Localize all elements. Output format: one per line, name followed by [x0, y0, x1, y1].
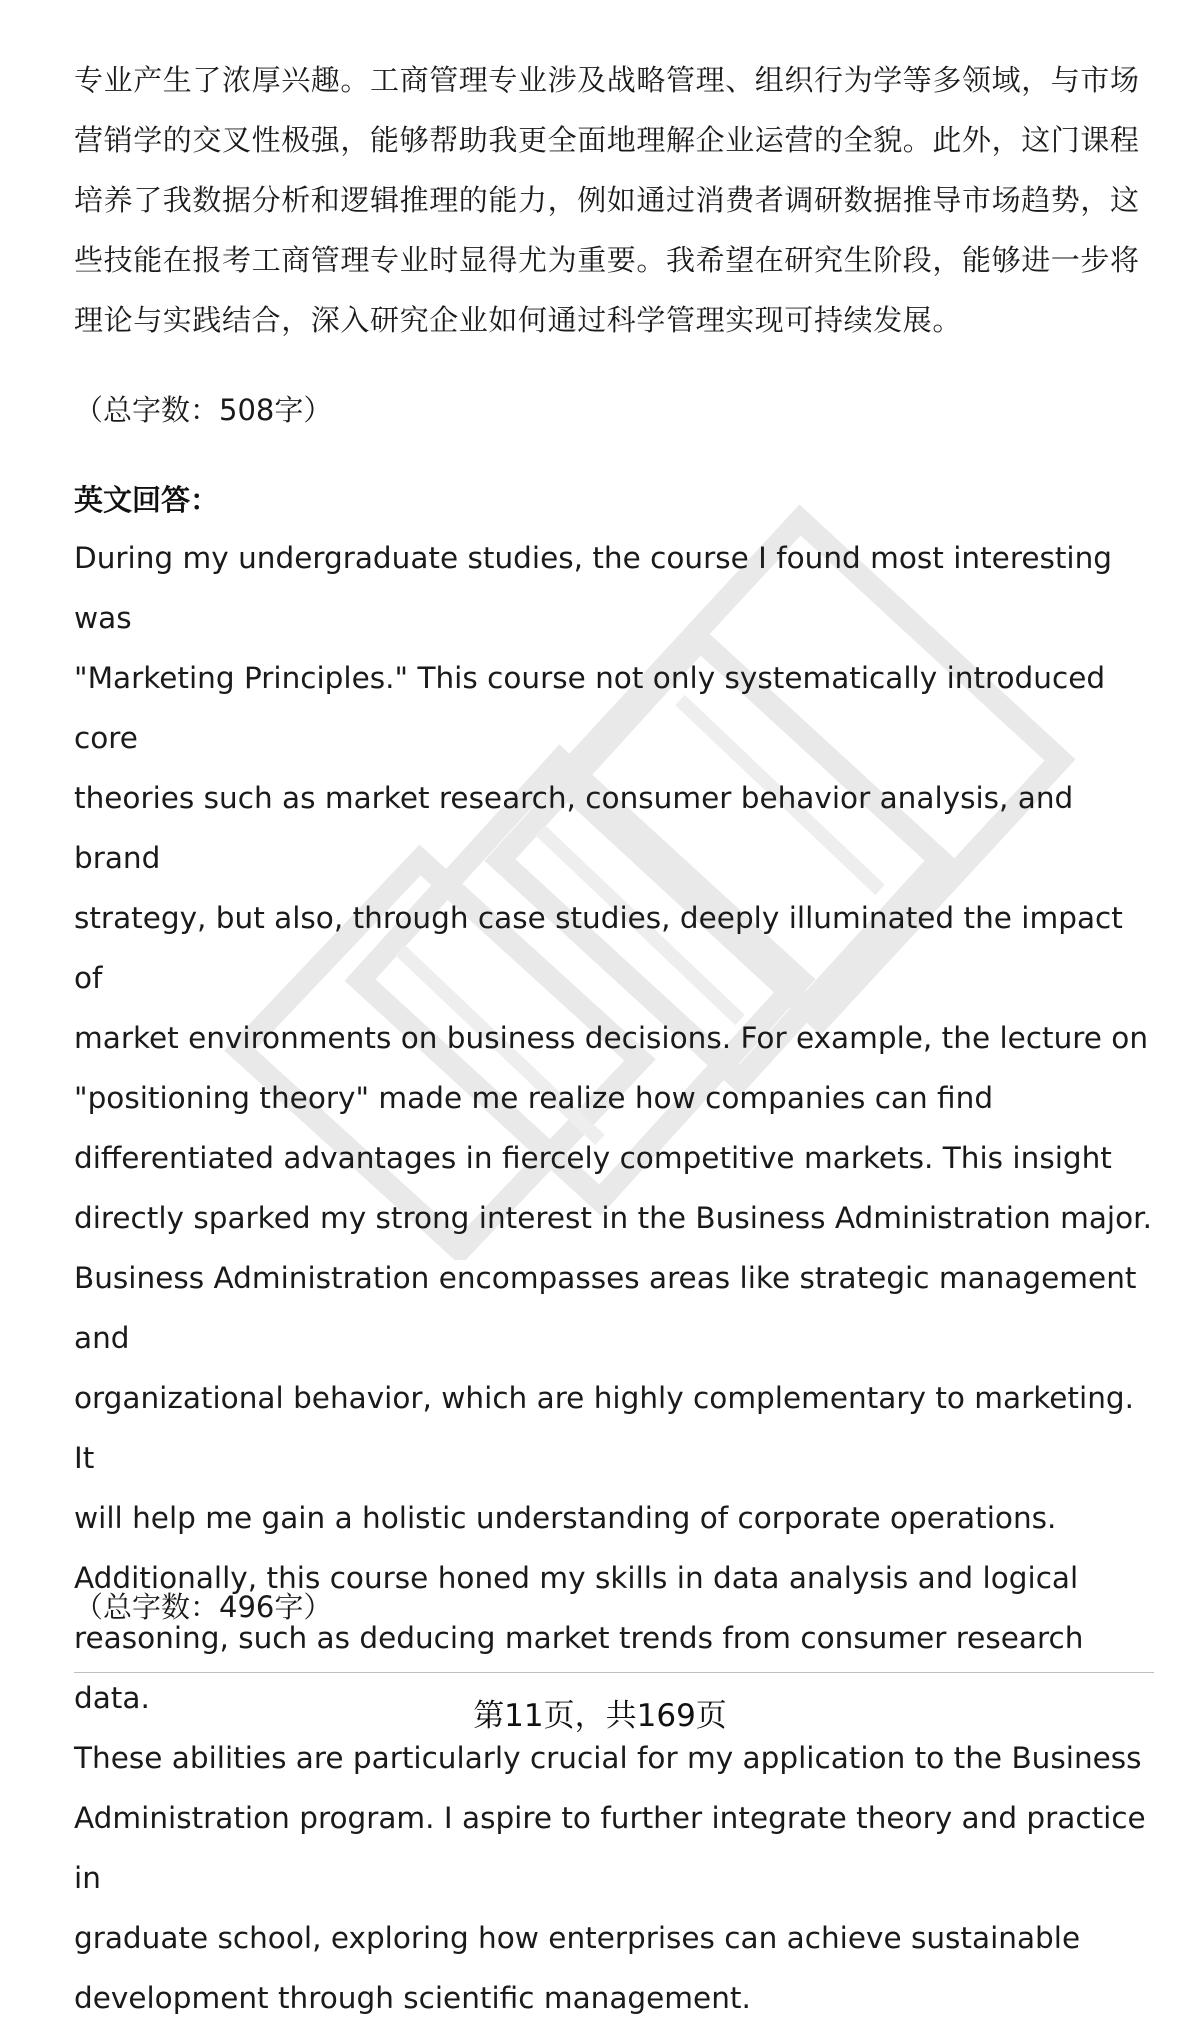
- text-line: During my undergraduate studies, the course I found most interesting was: [74, 541, 1113, 635]
- footer-divider: [74, 1672, 1154, 1673]
- chinese-word-count: （总字数：508字）: [74, 393, 333, 427]
- text-line: market environments on business decisions. For example, the lecture on: [74, 1021, 1149, 1055]
- text-line: strategy, but also, through case studies, deeply illuminated the impact of: [74, 901, 1123, 995]
- chinese-answer-paragraph: [74, 50, 1154, 350]
- text-line: directly sparked my strong interest in the Business Administration major.: [74, 1201, 1152, 1235]
- text-line: reasoning, such as deducing market trends from consumer research data.: [74, 1621, 1084, 1715]
- text-line: 营销学的交叉性极强，能够帮助我更全面地理解企业运营的全貌。此外，这门课程: [74, 123, 1140, 157]
- text-line: theories such as market research, consumer behavior analysis, and brand: [74, 781, 1074, 875]
- text-line: Business Administration encompasses areas like strategic management and: [74, 1261, 1137, 1355]
- english-answer-paragraph: [74, 528, 1154, 2028]
- text-line: These abilities are particularly crucial for my application to the Business: [74, 1741, 1142, 1775]
- text-line: differentiated advantages in fiercely competitive markets. This insight: [74, 1141, 1112, 1175]
- text-line: organizational behavior, which are highly complementary to marketing. It: [74, 1381, 1134, 1475]
- text-line: 专业产生了浓厚兴趣。工商管理专业涉及战略管理、组织行为学等多领域，与市场: [74, 63, 1140, 97]
- text-line: 理论与实践结合，深入研究企业如何通过科学管理实现可持续发展。: [74, 303, 963, 337]
- text-line: "Marketing Principles." This course not only systematically introduced core: [74, 661, 1106, 755]
- text-line: will help me gain a holistic understanding of corporate operations.: [74, 1501, 1057, 1535]
- text-line: graduate school, exploring how enterprises can achieve sustainable: [74, 1921, 1081, 1955]
- page-indicator: 第11页，共169页: [473, 1698, 727, 1734]
- text-line: 培养了我数据分析和逻辑推理的能力，例如通过消费者调研数据推导市场趋势，这: [74, 183, 1140, 217]
- text-line: Administration program. I aspire to further integrate theory and practice in: [74, 1801, 1146, 1895]
- text-line: 些技能在报考工商管理专业时显得尤为重要。我希望在研究生阶段，能够进一步将: [74, 243, 1140, 277]
- text-line: development through scientific management.: [74, 1981, 751, 2015]
- text-line: Additionally, this course honed my skills in data analysis and logical: [74, 1561, 1079, 1595]
- english-answer-heading: 英文回答：: [74, 483, 220, 517]
- english-word-count: （总字数：496字）: [74, 1590, 333, 1624]
- text-line: "positioning theory" made me realize how companies can find: [74, 1081, 994, 1115]
